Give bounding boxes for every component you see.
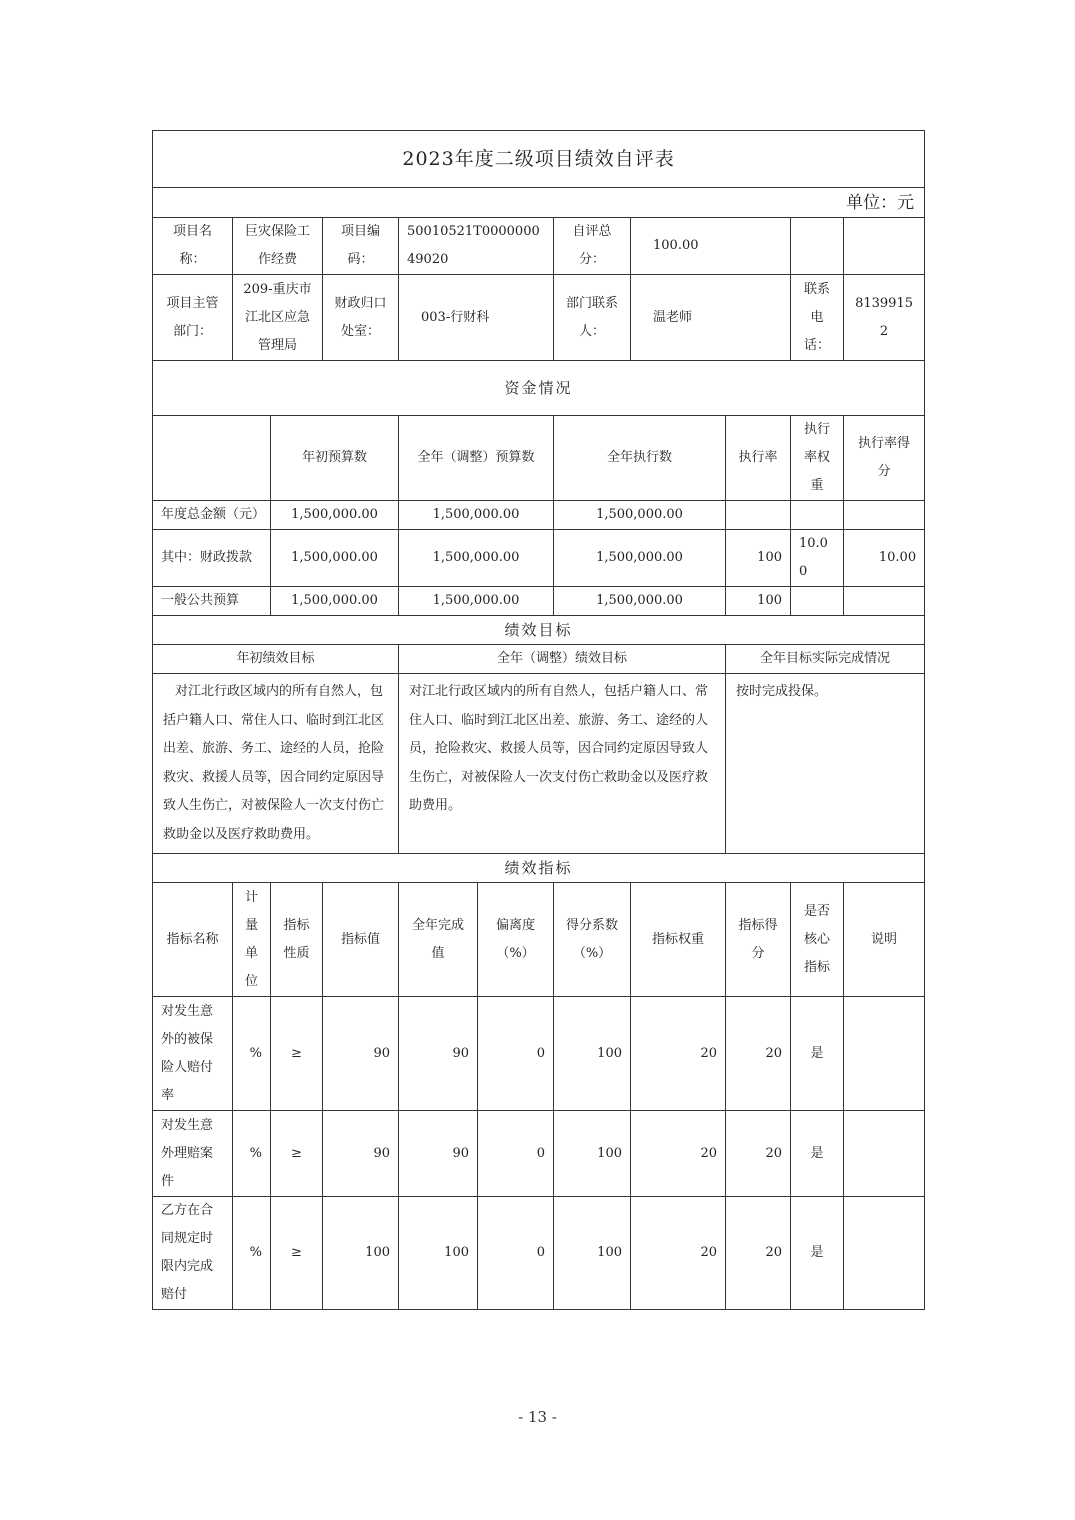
project-name-value: 巨灾保险工作经费 [233, 218, 323, 275]
funds-header: 年初预算数 [271, 416, 399, 501]
indicator-header: 指标性质 [271, 883, 323, 997]
indicator-weight: 20 [631, 1111, 726, 1197]
funds-header: 全年执行数 [554, 416, 726, 501]
indicator-note [844, 1197, 925, 1310]
indicator-unit: % [233, 997, 271, 1111]
goals-header-adjusted: 全年（调整）绩效目标 [399, 645, 726, 674]
indicator-coef: 100 [554, 1197, 631, 1310]
funds-score [844, 501, 925, 530]
indicator-header: 是否核心指标 [791, 883, 844, 997]
indicator-score: 20 [726, 1197, 791, 1310]
indicator-done: 100 [399, 1197, 478, 1310]
funds-section-title: 资金情况 [153, 361, 925, 416]
funds-weight [791, 587, 844, 616]
project-code-label: 项目编码： [323, 218, 399, 275]
finance-value: 003-行财科 [399, 275, 554, 361]
funds-adjusted: 1,500,000.00 [399, 530, 554, 587]
indicator-header: 指标值 [323, 883, 399, 997]
indicator-header: 指标得分 [726, 883, 791, 997]
empty-cell [791, 218, 844, 275]
indicator-value: 90 [323, 997, 399, 1111]
indicator-weight: 20 [631, 997, 726, 1111]
funds-header: 执行率 [726, 416, 791, 501]
indicator-deviation: 0 [478, 1197, 554, 1310]
funds-row-label: 一般公共预算 [153, 587, 271, 616]
funds-executed: 1,500,000.00 [554, 587, 726, 616]
indicator-name: 对发生意外理赔案件 [153, 1111, 233, 1197]
finance-label: 财政归口处室： [323, 275, 399, 361]
indicator-score: 20 [726, 1111, 791, 1197]
indicator-header: 得分系数（%） [554, 883, 631, 997]
goals-section-title: 绩效目标 [153, 616, 925, 645]
goals-actual-text: 按时完成投保。 [726, 674, 925, 854]
funds-row-label: 年度总金额（元） [153, 501, 271, 530]
indicator-header: 指标权重 [631, 883, 726, 997]
indicator-header: 偏离度（%） [478, 883, 554, 997]
funds-executed: 1,500,000.00 [554, 530, 726, 587]
empty-cell [844, 218, 925, 275]
dept-value: 209-重庆市江北区应急管理局 [233, 275, 323, 361]
funds-score: 10.00 [844, 530, 925, 587]
funds-initial: 1,500,000.00 [271, 530, 399, 587]
indicator-nature: ≥ [271, 1197, 323, 1310]
unit-label: 单位：元 [153, 188, 925, 218]
funds-initial: 1,500,000.00 [271, 587, 399, 616]
dept-label: 项目主管部门： [153, 275, 233, 361]
indicator-weight: 20 [631, 1197, 726, 1310]
page-title: 2023年度二级项目绩效自评表 [153, 131, 925, 188]
indicator-header: 计量单位 [233, 883, 271, 997]
funds-weight [791, 501, 844, 530]
project-name-label: 项目名称： [153, 218, 233, 275]
indicator-name: 乙方在合同规定时限内完成赔付 [153, 1197, 233, 1310]
funds-score [844, 587, 925, 616]
funds-corner-cell [153, 416, 271, 501]
indicator-unit: % [233, 1111, 271, 1197]
indicator-name: 对发生意外的被保险人赔付率 [153, 997, 233, 1111]
evaluation-table [152, 130, 925, 1310]
funds-rate: 100 [726, 587, 791, 616]
indicator-nature: ≥ [271, 1111, 323, 1197]
funds-row-label: 其中：财政拨款 [153, 530, 271, 587]
funds-initial: 1,500,000.00 [271, 501, 399, 530]
indicator-row [153, 1197, 925, 1310]
indicator-core: 是 [791, 1197, 844, 1310]
indicator-nature: ≥ [271, 997, 323, 1111]
indicator-unit: % [233, 1197, 271, 1310]
contact-label: 部门联系人： [554, 275, 631, 361]
indicator-header: 说明 [844, 883, 925, 997]
page-number: - 13 - [518, 1408, 557, 1426]
funds-executed: 1,500,000.00 [554, 501, 726, 530]
indicator-deviation: 0 [478, 997, 554, 1111]
funds-adjusted: 1,500,000.00 [399, 501, 554, 530]
indicator-coef: 100 [554, 1111, 631, 1197]
score-label: 自评总分： [554, 218, 631, 275]
indicator-note [844, 997, 925, 1111]
indicator-done: 90 [399, 997, 478, 1111]
indicators-section-title: 绩效指标 [153, 854, 925, 883]
indicator-value: 90 [323, 1111, 399, 1197]
indicator-header: 指标名称 [153, 883, 233, 997]
phone-value: 81399152 [844, 275, 925, 361]
indicator-row [153, 997, 925, 1111]
phone-label: 联系电话： [791, 275, 844, 361]
indicator-score: 20 [726, 997, 791, 1111]
indicator-core: 是 [791, 997, 844, 1111]
funds-rate [726, 501, 791, 530]
indicator-note [844, 1111, 925, 1197]
indicator-done: 90 [399, 1111, 478, 1197]
funds-header: 执行率权重 [791, 416, 844, 501]
goals-header-actual: 全年目标实际完成情况 [726, 645, 925, 674]
funds-rate: 100 [726, 530, 791, 587]
goals-initial-text: 对江北行政区域内的所有自然人，包括户籍人口、常住人口、临时到江北区出差、旅游、务工、途经的人员，抢险救灾、救援人员等，因合同约定原因导致人生伤亡，对被保险人一次支付伤亡救助金以及医疗救助费用。 [153, 674, 399, 854]
goals-adjusted-text: 对江北行政区域内的所有自然人，包括户籍人口、常住人口、临时到江北区出差、旅游、务工、途经的人员，抢险救灾、救援人员等，因合同约定原因导致人生伤亡，对被保险人一次支付伤亡救助金以及医疗救助费用。 [399, 674, 726, 854]
funds-header: 全年（调整）预算数 [399, 416, 554, 501]
indicator-row [153, 1111, 925, 1197]
indicator-deviation: 0 [478, 1111, 554, 1197]
indicator-header: 全年完成值 [399, 883, 478, 997]
indicator-value: 100 [323, 1197, 399, 1310]
funds-header: 执行率得分 [844, 416, 925, 501]
evaluation-sheet [152, 130, 924, 1302]
goals-header-initial: 年初绩效目标 [153, 645, 399, 674]
project-code-value: 50010521T000000049020 [399, 218, 554, 275]
indicator-coef: 100 [554, 997, 631, 1111]
score-value: 100.00 [631, 218, 791, 275]
indicator-core: 是 [791, 1111, 844, 1197]
funds-weight: 10.00 [791, 530, 844, 587]
funds-adjusted: 1,500,000.00 [399, 587, 554, 616]
contact-value: 温老师 [631, 275, 791, 361]
